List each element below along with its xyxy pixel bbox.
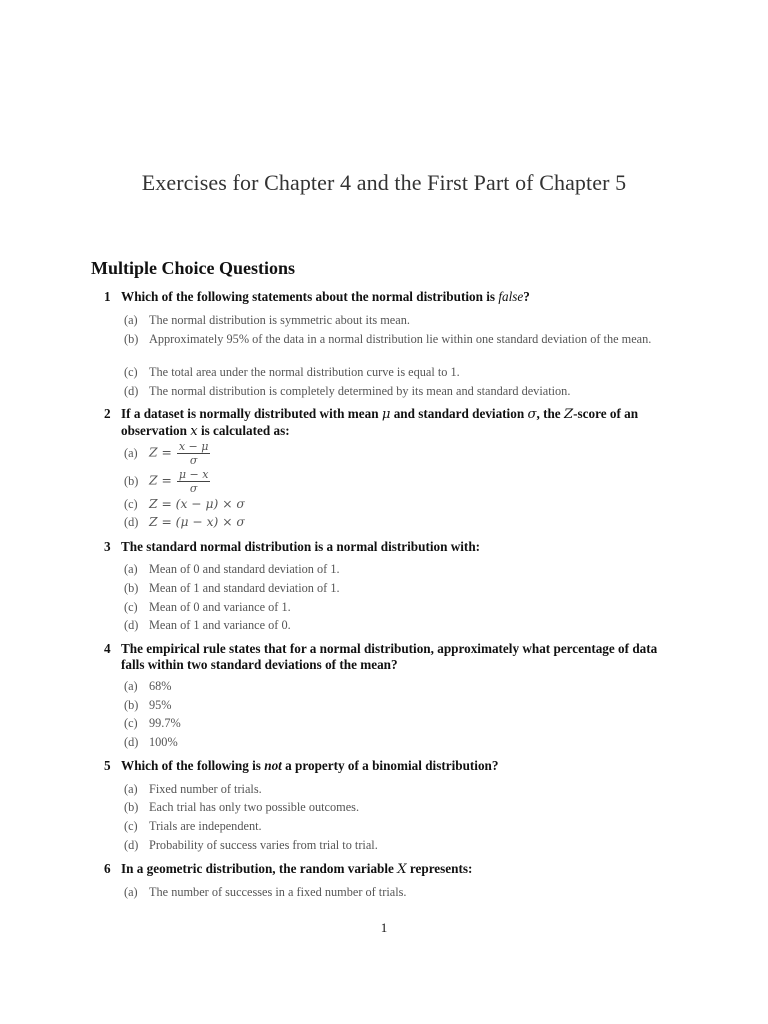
option-5c: (c) Trials are independent. <box>124 819 262 833</box>
question-text: In a geometric distribution, the random variable X represents: <box>121 861 473 877</box>
question-text: The standard normal distribution is a normal distribution with: <box>121 539 481 554</box>
question-2 <box>104 406 680 440</box>
option-5b: (b) Each trial has only two possible outcomes. <box>124 800 360 814</box>
option-1d: (d) The normal distribution is completely determined by its mean and standard deviation. <box>124 384 571 398</box>
page-number: 1 <box>380 920 388 935</box>
question-number: 6 <box>104 861 111 876</box>
question-6 <box>104 861 680 878</box>
option-2c: (c) Z = (x − μ) × σ <box>124 497 245 511</box>
question-text: The empirical rule states that for a normal distribution, approximately what percentage of data falls within two standard deviations of the mean? <box>121 641 658 672</box>
question-text: Which of the following statements about the normal distribution is false? <box>121 289 530 304</box>
option-2b: (b) Z = $\frac{\mu - x}{\sigma}$ <box>124 468 209 495</box>
option-6a: (a) The number of successes in a fixed number of trials. <box>124 885 407 899</box>
question-number: 2 <box>104 406 111 421</box>
option-3b: (b) Mean of 1 and standard deviation of 1. <box>124 581 340 595</box>
question-3 <box>104 539 680 555</box>
section-heading: Multiple Choice Questions <box>91 258 296 278</box>
option-5a: (a) Fixed number of trials. <box>124 782 262 796</box>
question-number: 5 <box>104 758 111 773</box>
question-text: If a dataset is normally distributed with mean μ and standard deviation σ, the Z-score of an observation x is calculated as: <box>121 406 639 439</box>
option-1a: (a) The normal distribution is symmetric about its mean. <box>124 313 410 327</box>
question-text: Which of the following is not a property of a binomial distribution? <box>121 758 499 773</box>
question-number: 1 <box>104 289 111 304</box>
emphasis-text: false <box>498 289 524 304</box>
question-4 <box>104 641 680 673</box>
option-1c: (c) The total area under the normal distribution curve is equal to 1. <box>124 365 460 379</box>
question-1 <box>104 289 680 305</box>
option-2a: (a) Z = $\frac{x - \mu}{\sigma}$ <box>124 440 209 467</box>
option-3a: (a) Mean of 0 and standard deviation of 1. <box>124 562 340 576</box>
option-3d: (d) Mean of 1 and variance of 0. <box>124 618 291 632</box>
question-number: 4 <box>104 641 111 656</box>
option-4a: (a) 68% <box>124 679 172 693</box>
document-title: Exercises for Chapter 4 and the First Part of Chapter 5 <box>141 170 627 195</box>
option-4c: (c) 99.7% <box>124 716 181 730</box>
fraction: $\frac{x - \mu}{\sigma}$ <box>178 440 209 467</box>
option-3c: (c) Mean of 0 and variance of 1. <box>124 600 291 614</box>
fraction: $\frac{\mu - x}{\sigma}$ <box>178 468 209 495</box>
question-number: 3 <box>104 539 111 554</box>
option-4b: (b) 95% <box>124 698 172 712</box>
option-1b: (b) Approximately 95% of the data in a normal distribution lie within one standard deviation of the mean. <box>124 332 652 346</box>
option-5d: (d) Probability of success varies from trial to trial. <box>124 838 378 852</box>
option-2d: (d) Z = (μ − x) × σ <box>124 515 245 529</box>
question-5 <box>104 758 680 774</box>
emphasis-text: not <box>264 758 282 773</box>
option-4d: (d) 100% <box>124 735 178 749</box>
